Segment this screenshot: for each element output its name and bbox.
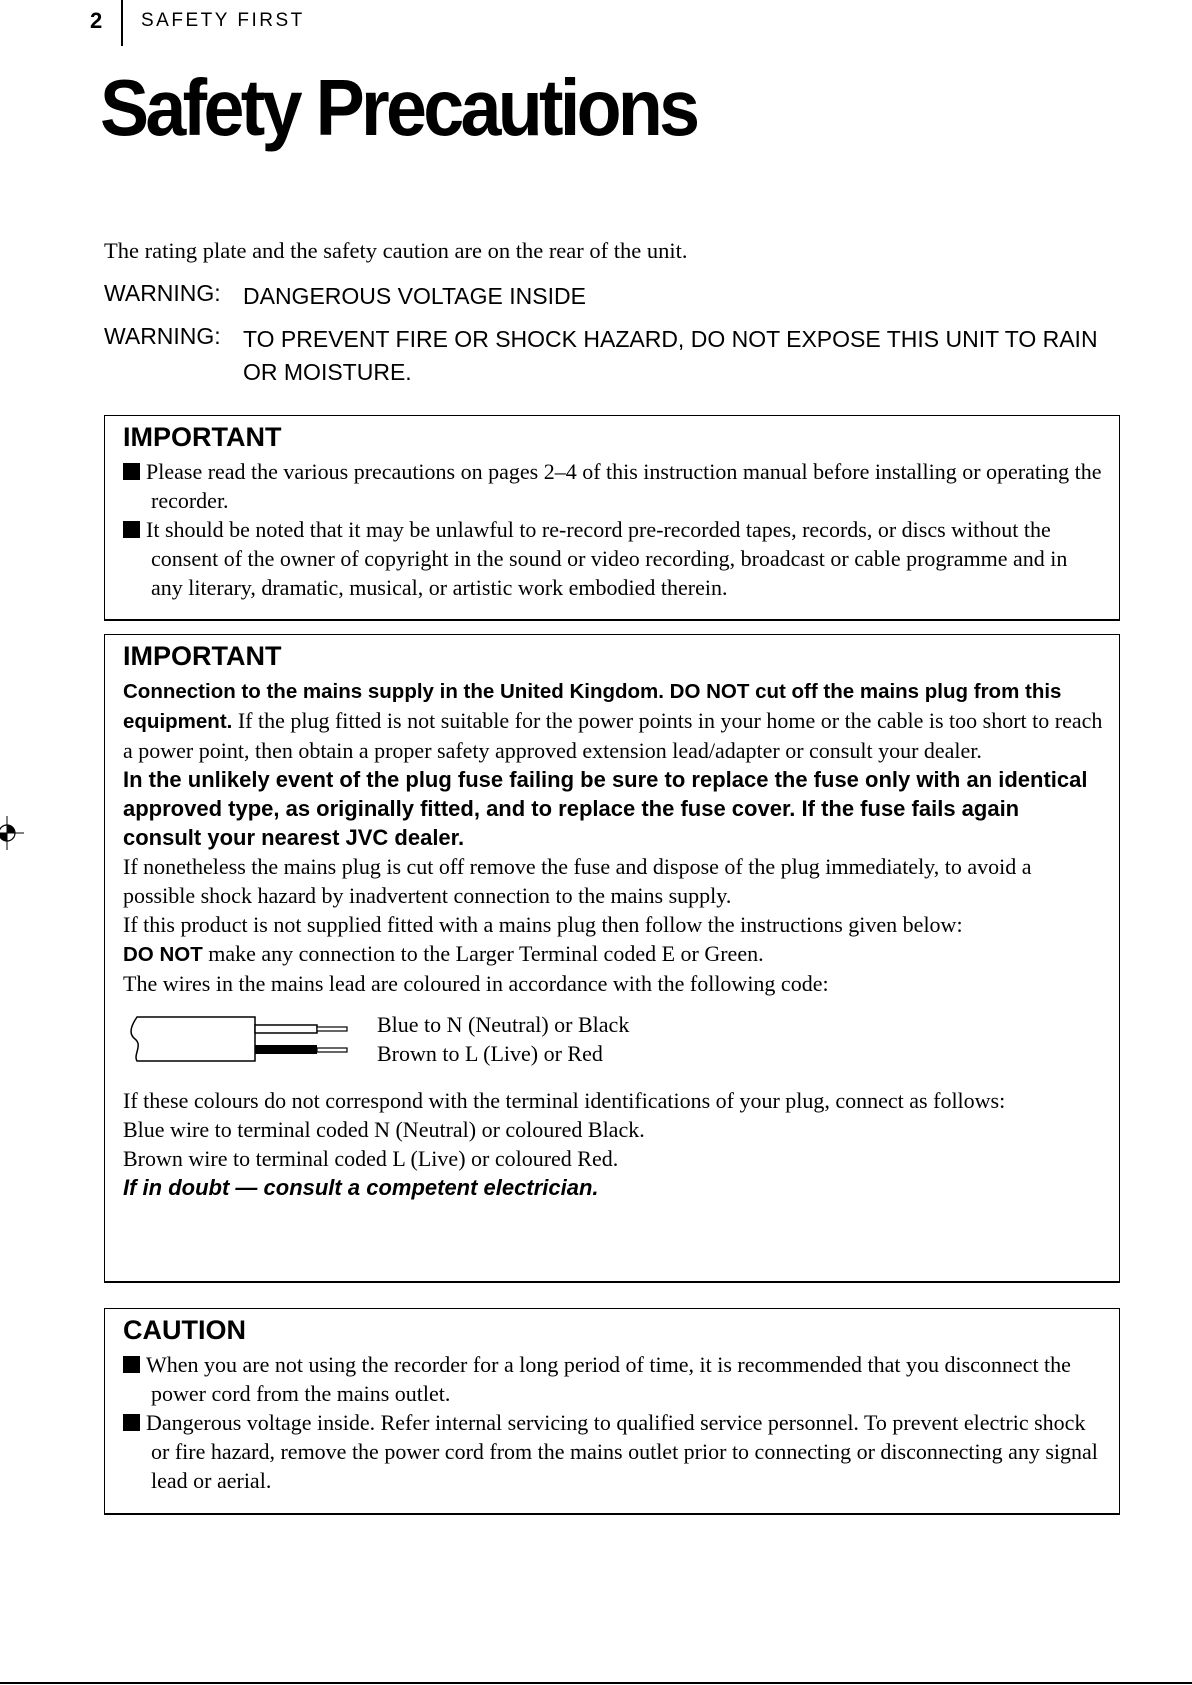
caution-box bbox=[104, 1308, 1120, 1515]
fuse-paragraph: In the unlikely event of the plug fuse failing be sure to replace the fuse only with an identical approved type, as originally fitted, and to replace the fuse cover. If the fuse fails again consult your nearest JVC dealer. bbox=[123, 767, 1088, 850]
bullet-item: Dangerous voltage inside. Refer internal servicing to qualified service personnel. To prevent electric shock or fire hazard, remove the power cord from the mains outlet prior to connecting or disconnecting any signal lead or aerial. bbox=[123, 1408, 1103, 1495]
paragraph: Connection to the mains supply in the United Kingdom. DO NOT cut off the mains plug from this equipment. If the plug fitted is not suitable for the power points in your home or the cable is too short to reach a power point, then obtain a proper safety approved extension lead/adapter or consult your dealer. bbox=[123, 680, 1103, 763]
header-divider bbox=[121, 0, 123, 46]
warning-label: WARNING: bbox=[104, 280, 221, 306]
warning-text: TO PREVENT FIRE OR SHOCK HAZARD, DO NOT EXPOSE THIS UNIT TO RAIN OR MOISTURE. bbox=[243, 326, 1098, 385]
wire-blue-label: Blue to N (Neutral) or Black bbox=[377, 1012, 630, 1037]
warning-label: WARNING: bbox=[104, 323, 221, 349]
registration-mark-icon bbox=[0, 816, 24, 850]
important-box-copyright bbox=[104, 415, 1120, 621]
square-bullet-icon bbox=[123, 1356, 140, 1373]
paragraph: DO NOT make any connection to the Larger Terminal coded E or Green. bbox=[123, 941, 764, 966]
electrician-note: If in doubt — consult a competent electrician. bbox=[123, 1175, 599, 1200]
important-box-mains bbox=[104, 634, 1120, 1283]
bullet-item: When you are not using the recorder for a long period of time, it is recommended that you disconnect the power cord from the mains outlet. bbox=[123, 1350, 1103, 1408]
paragraph: Blue wire to terminal coded N (Neutral) or coloured Black. bbox=[123, 1117, 645, 1142]
paragraph: If nonetheless the mains plug is cut off remove the fuse and dispose of the plug immediately, to avoid a possible shock hazard by inadvertent connection to the mains supply. bbox=[123, 854, 1032, 908]
square-bullet-icon bbox=[123, 1414, 140, 1431]
warning-text: DANGEROUS VOLTAGE INSIDE bbox=[243, 283, 586, 309]
wire-brown-label: Brown to L (Live) or Red bbox=[377, 1041, 603, 1066]
bullet-item: Please read the various precautions on pages 2–4 of this instruction manual before installing or operating the recorder. bbox=[123, 457, 1103, 515]
box-heading: IMPORTANT bbox=[123, 422, 282, 452]
paragraph: If this product is not supplied fitted with a mains plug then follow the instructions given below: bbox=[123, 912, 963, 937]
paragraph: Brown wire to terminal coded L (Live) or coloured Red. bbox=[123, 1146, 619, 1171]
intro-text: The rating plate and the safety caution are on the rear of the unit. bbox=[104, 238, 688, 263]
wire-diagram bbox=[123, 1010, 1103, 1068]
paragraph: The wires in the mains lead are coloured in accordance with the following code: bbox=[123, 971, 829, 996]
square-bullet-icon bbox=[123, 521, 140, 538]
warning-moisture bbox=[104, 323, 1103, 389]
page-title: Safety Precautions bbox=[100, 63, 697, 152]
warning-voltage bbox=[104, 280, 1103, 313]
section-title: SAFETY FIRST bbox=[141, 10, 305, 31]
paragraph: If these colours do not correspond with the terminal identifications of your plug, connect as follows: bbox=[123, 1088, 1006, 1113]
cable-icon bbox=[123, 1015, 353, 1063]
box-heading: IMPORTANT bbox=[123, 641, 282, 671]
box-heading: CAUTION bbox=[123, 1315, 246, 1345]
page-number: 2 bbox=[90, 8, 103, 33]
square-bullet-icon bbox=[123, 463, 140, 480]
bullet-item: It should be noted that it may be unlawful to re-record pre-recorded tapes, records, or discs without the consent of the owner of copyright in the sound or video recording, broadcast or cable programme and in any literary, dramatic, musical, or artistic work embodied therein. bbox=[123, 515, 1103, 602]
page-bottom-rule bbox=[0, 1682, 1192, 1684]
